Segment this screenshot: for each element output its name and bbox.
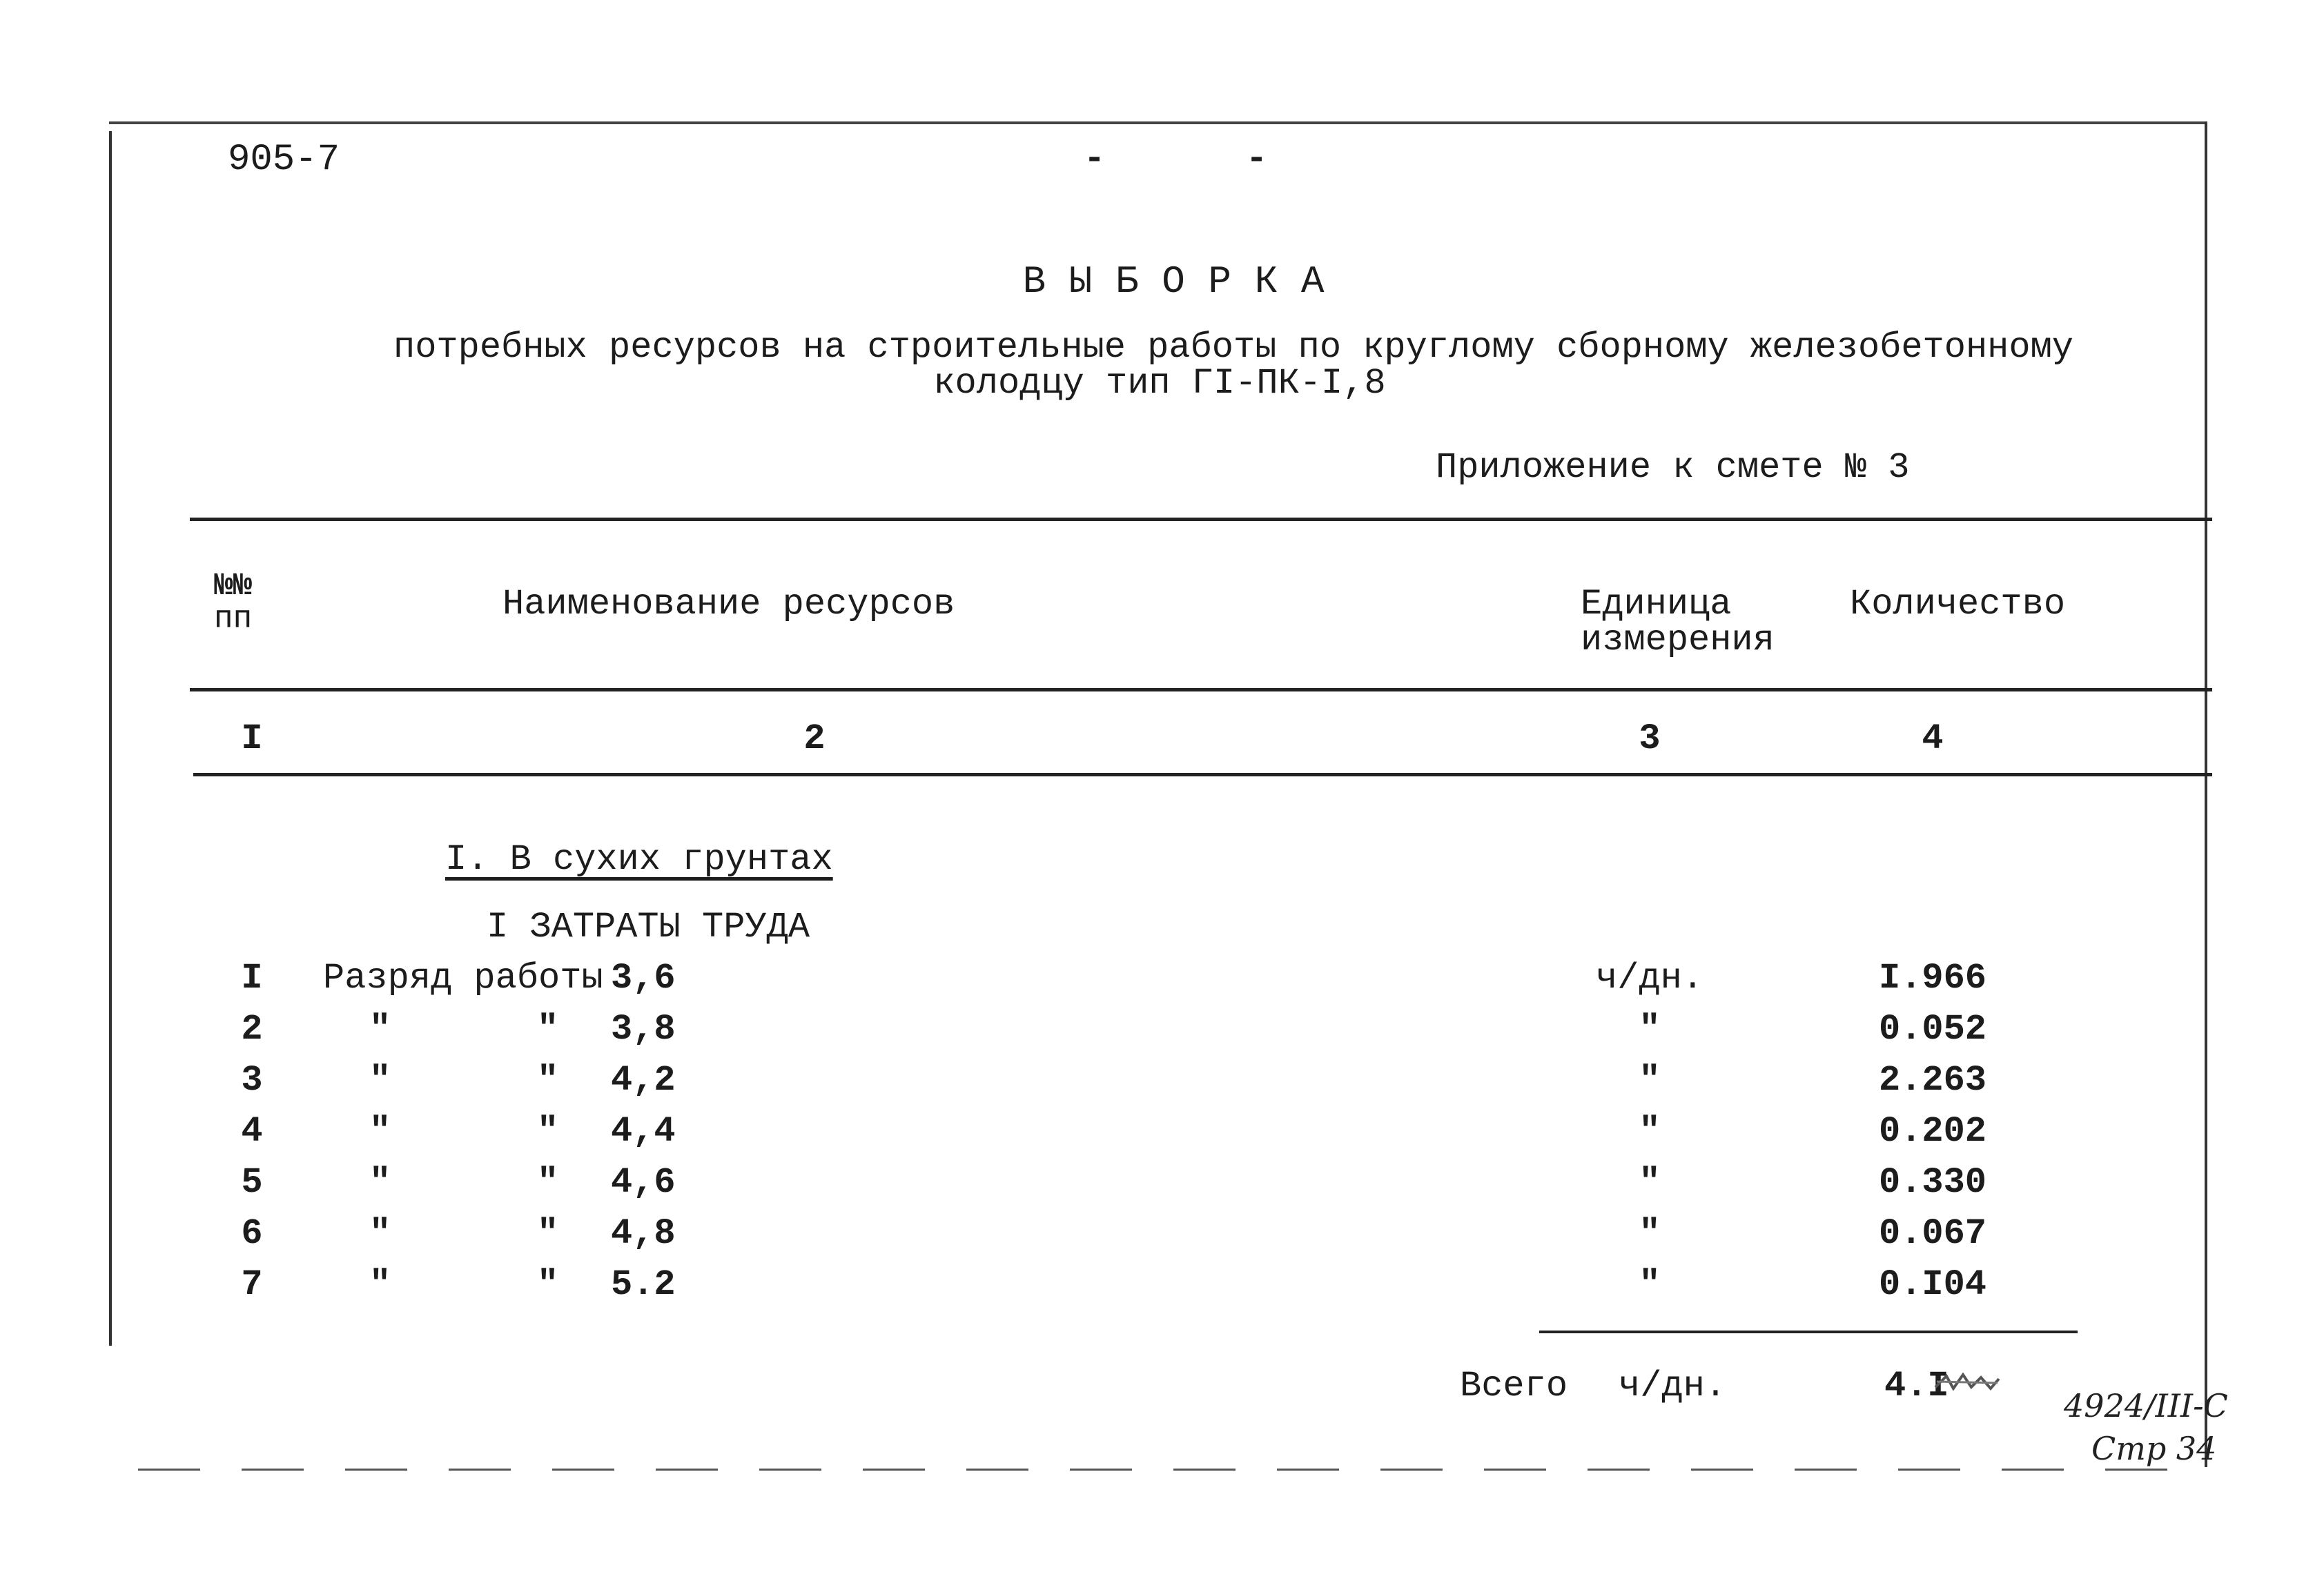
total-value: 4.I [1884, 1366, 1949, 1406]
row-number: 7 [241, 1264, 263, 1305]
grade-value: 4,8 [611, 1213, 676, 1254]
total-label: Всего [1460, 1366, 1568, 1406]
header-col1-line2: пп [214, 601, 253, 637]
illegible-smudge [1933, 1372, 2002, 1393]
ditto-mark: " [369, 1060, 391, 1101]
smudge-graphic [1933, 1372, 2002, 1393]
ditto-mark: " [369, 1264, 391, 1305]
grade-value: 4,6 [611, 1162, 676, 1203]
row-number: 6 [241, 1213, 263, 1254]
quantity-value: 0.052 [1878, 1009, 1987, 1050]
quantity-value: 0.330 [1878, 1162, 1987, 1203]
subtitle-line-2: колодцу тип ГI-ПК-I,8 [933, 363, 1386, 404]
column-number-4: 4 [1922, 718, 1944, 759]
frame-left-line [109, 131, 112, 1346]
unit-value: " [1639, 1060, 1661, 1101]
ditto-mark: " [537, 1060, 559, 1101]
table-top-rule [190, 518, 2212, 521]
column-number-3: 3 [1639, 718, 1661, 759]
grade-value: 4,4 [611, 1111, 676, 1152]
frame-right-line [2205, 121, 2207, 1467]
grade-value: 3,6 [611, 958, 676, 999]
frame-bottom-line [138, 1469, 2207, 1471]
unit-value: " [1639, 1162, 1661, 1203]
grade-value: 4,2 [611, 1060, 676, 1101]
appendix-note: Приложение к смете № 3 [1436, 447, 1910, 488]
column-numbers-rule [193, 773, 2212, 776]
header-col4: Количество [1850, 584, 2066, 625]
quantity-value: I.966 [1878, 958, 1987, 999]
quantity-value: 0.202 [1878, 1111, 1987, 1152]
subsection-title: I ЗАТРАТЫ ТРУДА [487, 907, 810, 948]
quantity-value: 0.067 [1878, 1213, 1987, 1254]
row-number: 4 [241, 1111, 263, 1152]
ditto-mark: " [537, 1264, 559, 1305]
doc-code: 905-7 [228, 139, 340, 181]
row-number: 5 [241, 1162, 263, 1203]
header-col3-line2: измерения [1581, 620, 1775, 660]
quantity-value: 0.I04 [1878, 1264, 1987, 1305]
ditto-mark: " [537, 1111, 559, 1152]
ditto-mark: " [537, 1009, 559, 1050]
row-number: 3 [241, 1060, 263, 1101]
ditto-mark: " [369, 1213, 391, 1254]
unit-value: " [1639, 1264, 1661, 1305]
ditto-mark: " [537, 1213, 559, 1254]
document-title: В Ы Б О Р К А [1022, 259, 1325, 304]
row-number: 2 [241, 1009, 263, 1050]
header-col1-line1: №№ [214, 568, 253, 604]
quantity-value: 2.263 [1878, 1060, 1987, 1101]
subtitle-line-1: потребных ресурсов на строительные работы по круглому сборному железобетонному [393, 327, 2073, 368]
ditto-mark: " [369, 1162, 391, 1203]
unit-value: " [1639, 1009, 1661, 1050]
section-title: I. В сухих грунтах [445, 839, 833, 880]
ditto-mark: " [537, 1162, 559, 1203]
grade-value: 5.2 [611, 1264, 676, 1305]
header-bottom-rule [190, 688, 2212, 691]
grade-value: 3,8 [611, 1009, 676, 1050]
unit-value: " [1639, 1213, 1661, 1254]
total-unit: ч/дн. [1619, 1366, 1727, 1406]
top-dash-1: - [1084, 139, 1106, 179]
header-col2: Наименование ресурсов [502, 584, 955, 625]
ditto-mark: " [369, 1111, 391, 1152]
frame-top-line [109, 121, 2207, 124]
ditto-mark: " [369, 1009, 391, 1050]
archive-stamp-line-2: Стр 34 [2091, 1430, 2217, 1467]
resource-name: Разряд работы [323, 958, 603, 999]
unit-value: " [1639, 1111, 1661, 1152]
column-number-2: 2 [803, 718, 826, 759]
total-rule [1539, 1331, 2078, 1333]
row-number: I [241, 958, 263, 999]
top-dash-2: - [1246, 139, 1268, 179]
unit-value: ч/дн. [1595, 958, 1704, 999]
column-number-1: I [241, 718, 263, 759]
header-col3-line1: Единица [1581, 584, 1732, 625]
archive-stamp-line-1: 4924/III-С [2064, 1387, 2228, 1424]
